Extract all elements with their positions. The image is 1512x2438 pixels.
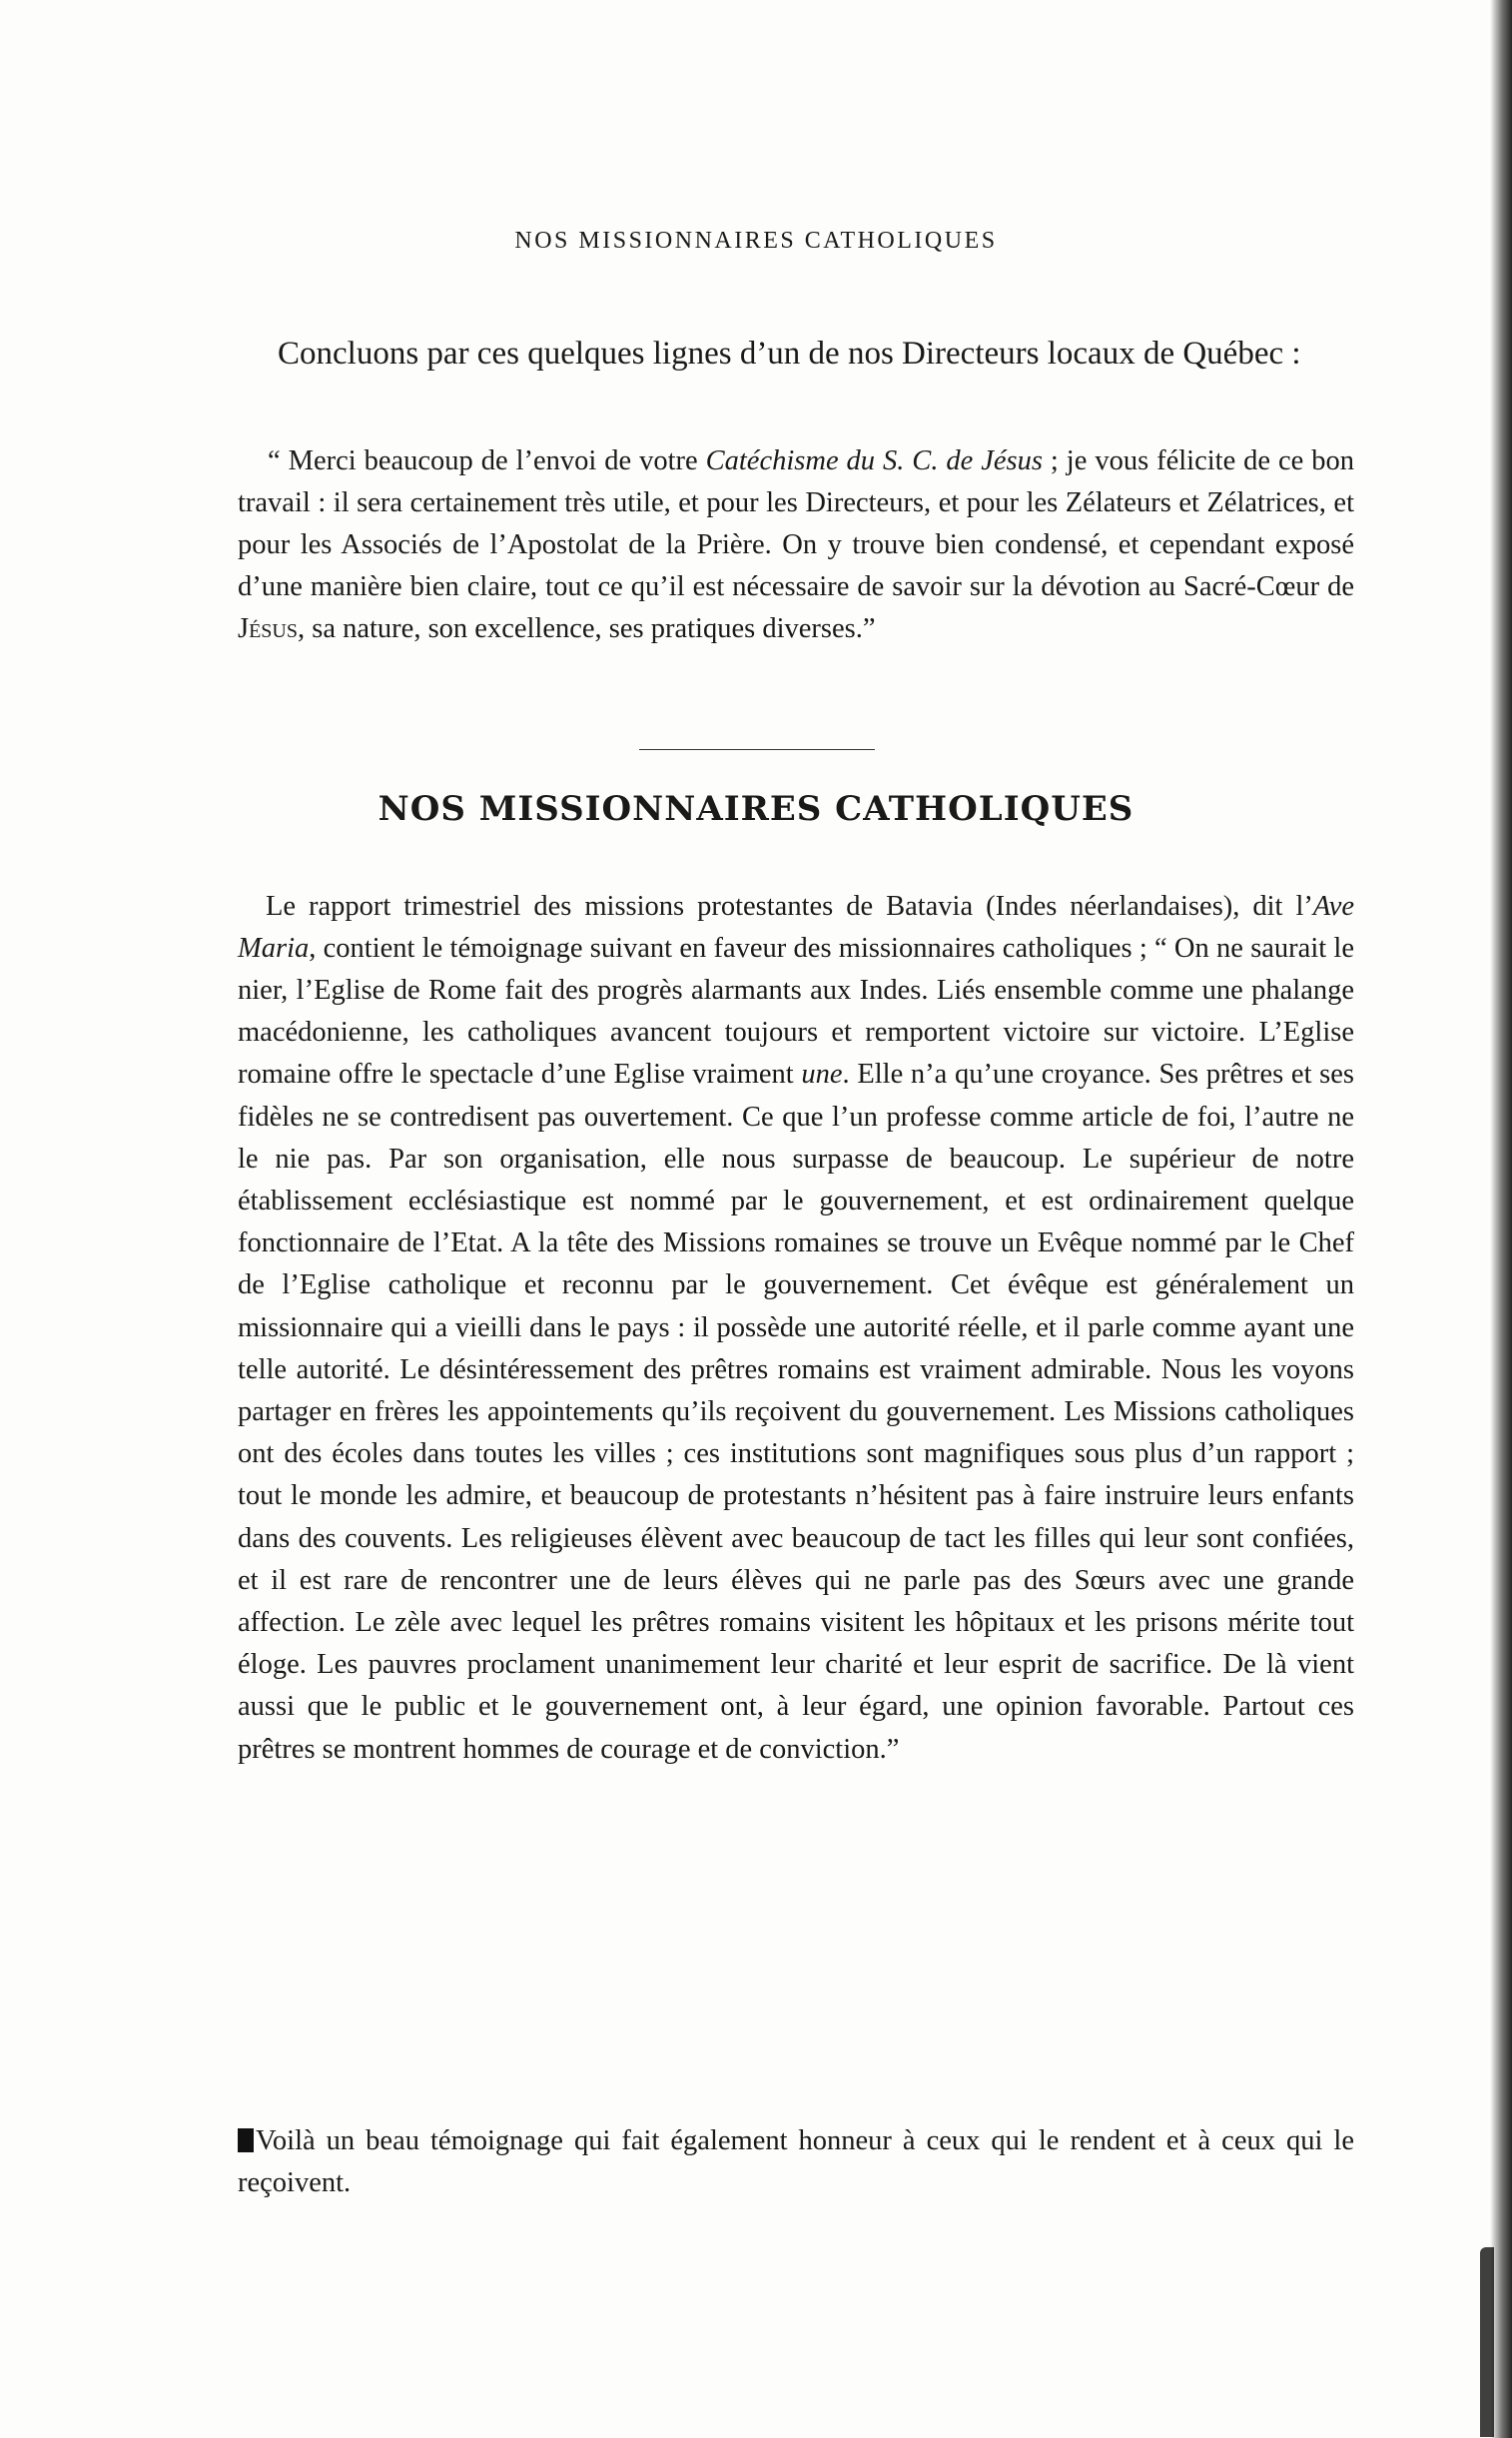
quote-book-title: Catéchisme du S. C. de Jésus	[705, 444, 1043, 476]
intro-paragraph: Concluons par ces quelques lignes d’un de nos Directeurs locaux de Québec :	[278, 336, 1301, 372]
body-paragraph	[238, 886, 1354, 1771]
closing-paragraph	[238, 2120, 1354, 2204]
ink-mark	[238, 2128, 254, 2152]
body-text-2: , contient le témoignage suivant en faveur des missionnaires catholiques ; “ On ne saurait le nier, l’Eglise de Rome fait des progrès alarmants aux Indes. Liés ensemble comme une phalange macédonienne, les catholiques avancent toujours et remportent victoire sur victoire. L’Eglise romaine offre le spectacle d’une Eglise vraiment	[238, 932, 1354, 1091]
quote-name: Jésus	[238, 612, 298, 644]
scan-edge-mark	[1480, 2247, 1494, 2437]
running-head: NOS MISSIONNAIRES CATHOLIQUES	[514, 228, 998, 254]
quote-paragraph	[238, 440, 1354, 650]
page-binding-shadow	[1490, 0, 1512, 2438]
quote-text-2: ; je vous félicite de ce bon travail : il sera certainement très utile, et pour les Directeurs, et pour les Zélateurs et Zélatrices, et pour les Associés de l’Apostolat de la Prière. On y trouve bien condensé, et cependant exposé d’une manière bien claire, tout ce qu’il est nécessaire de savoir sur la dévotion au Sacré-Cœur de	[238, 444, 1355, 602]
body-italic-une: une	[801, 1059, 843, 1091]
closing-text: Voilà un beau témoignage qui fait également honneur à ceux qui le rendent et à ceux qui le reçoivent.	[238, 2124, 1354, 2198]
body-text-3: . Elle n’a qu’une croyance. Ses prêtres et ses fidèles ne se contredisent pas ouvertement. Ce que l’un professe comme article de foi, l’autre ne le nie pas. Par son organisation, elle nous surpasse de beaucoup. Le supérieur de notre établissement ecclésiastique est nommé par le gouvernement, et est ordinairement quelque fonctionnaire de l’Etat. A la tête des Missions romaines se trouve un Evêque nommé par le Chef de l’Eglise catholique et reconnu par le gouvernement. Cet évêque est généralement un missionnaire qui a vieilli dans le pays : il possède une autorité réelle, et il parle comme ayant une telle autorité. Le désintéressement des prêtres romains est vraiment admirable. Nous les voyons partager en frères les appointements qu’ils reçoivent du gouvernement. Les Missions catholiques ont des écoles dans toutes les villes ; ces institutions sont magnifiques sous plus d’un rapport ; tout le monde les admire, et beaucoup de protestants n’hésitent pas à faire instruire leurs enfants dans des couvents. Les religieuses élèvent avec beaucoup de tact les filles qui leur sont confiées, et il est rare de rencontrer une de leurs élèves qui ne parle pas des Sœurs avec une grande affection. Le zèle avec lequel les prêtres romains visitent les hôpitaux et les prisons mérite tout éloge. Les pauvres proclament unanimement leur charité et leur esprit de sacrifice. De là vient aussi que le public et le gouvernement ont, à leur égard, une opinion favorable. Partout ces prêtres se montrent hommes de courage et de conviction.”	[238, 1059, 1355, 1765]
body-text-1: Le rapport trimestriel des missions protestantes de Batavia (Indes néerlandaises), dit l’	[266, 890, 1313, 922]
quote-text-1: “ Merci beaucoup de l’envoi de votre	[268, 444, 706, 476]
section-title: NOS MISSIONNAIRES CATHOLIQUES	[378, 789, 1134, 829]
quote-text-3: , sa nature, son excellence, ses pratiques diverses.”	[298, 612, 876, 644]
body-italic-ave-maria: Ave Maria	[238, 890, 1354, 964]
section-divider	[639, 749, 875, 750]
